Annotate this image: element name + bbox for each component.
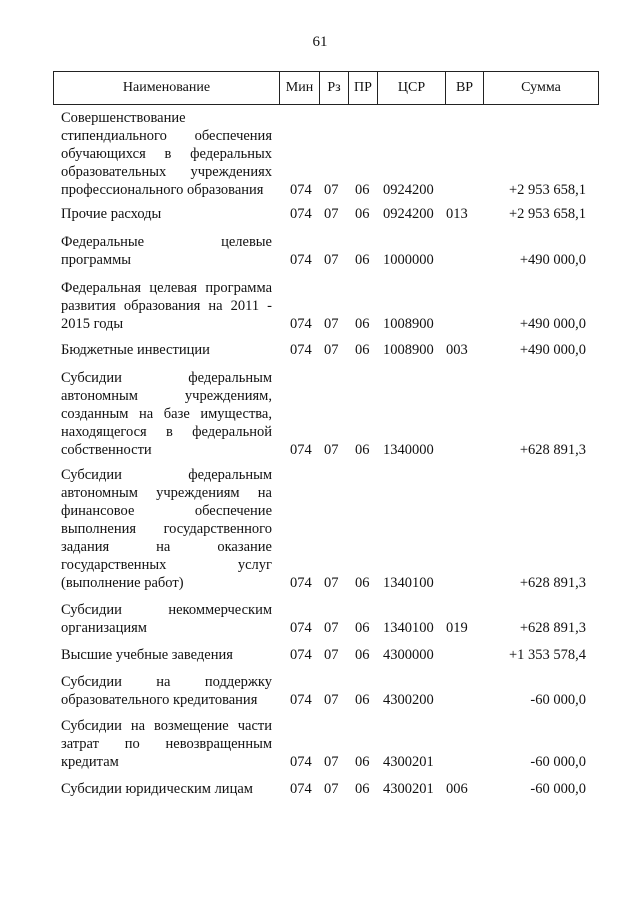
row-name: Прочие расходы — [61, 206, 162, 222]
row-sum: +2 953 658,1 — [508, 182, 586, 198]
row-name: Субсидии на возмещение части затрат по невозвращенным кредитам — [61, 718, 272, 770]
row-rz: 07 — [324, 342, 339, 358]
row-sum: +490 000,0 — [519, 252, 586, 268]
column-header-pr: ПР — [348, 72, 377, 104]
row-sum: +490 000,0 — [519, 316, 586, 332]
row-pr: 06 — [355, 442, 370, 458]
row-min: 074 — [290, 252, 312, 268]
row-sum: +2 953 658,1 — [508, 206, 586, 222]
column-header-rz: Рз — [319, 72, 348, 104]
row-name: Бюджетные инвестиции — [61, 342, 210, 358]
row-vr: 019 — [446, 620, 468, 636]
row-vr: 006 — [446, 781, 468, 797]
row-min: 074 — [290, 692, 312, 708]
row-rz: 07 — [324, 754, 339, 770]
row-pr: 06 — [355, 252, 370, 268]
row-rz: 07 — [324, 316, 339, 332]
column-header-sum: Сумма — [483, 72, 598, 104]
row-sum: -60 000,0 — [530, 692, 586, 708]
row-sum: +628 891,3 — [519, 442, 586, 458]
row-sum: -60 000,0 — [530, 754, 586, 770]
row-name: Субсидии юридическим лицам — [61, 781, 253, 797]
row-min: 074 — [290, 620, 312, 636]
row-csr: 1340100 — [383, 620, 434, 636]
row-csr: 4300201 — [383, 754, 434, 770]
row-csr: 1340000 — [383, 442, 434, 458]
row-csr: 1000000 — [383, 252, 434, 268]
row-csr: 0924200 — [383, 182, 434, 198]
page-number: 61 — [312, 34, 328, 50]
row-name: Субсидии некоммерческим организациям — [61, 602, 272, 636]
row-name: Высшие учебные заведения — [61, 647, 233, 663]
row-name: Субсидии федеральным автономным учреждениям на финансовое обеспечение выполнения государственного задания на оказание государственных услуг (выполнение работ) — [61, 467, 272, 591]
row-rz: 07 — [324, 442, 339, 458]
row-vr: 013 — [446, 206, 468, 222]
row-pr: 06 — [355, 182, 370, 198]
column-header-csr: ЦСР — [377, 72, 445, 104]
row-rz: 07 — [324, 692, 339, 708]
row-min: 074 — [290, 182, 312, 198]
column-header-vr: ВР — [445, 72, 483, 104]
row-name: Субсидии федеральным автономным учреждениям, созданным на базе имущества, находящегося в федеральной собственности — [61, 370, 272, 458]
column-header-min: Мин — [279, 72, 319, 104]
row-csr: 0924200 — [383, 206, 434, 222]
row-rz: 07 — [324, 647, 339, 663]
row-csr: 1340100 — [383, 575, 434, 591]
row-min: 074 — [290, 575, 312, 591]
row-pr: 06 — [355, 754, 370, 770]
row-pr: 06 — [355, 342, 370, 358]
row-pr: 06 — [355, 781, 370, 797]
row-min: 074 — [290, 342, 312, 358]
row-rz: 07 — [324, 620, 339, 636]
row-pr: 06 — [355, 206, 370, 222]
row-rz: 07 — [324, 252, 339, 268]
row-pr: 06 — [355, 647, 370, 663]
row-min: 074 — [290, 316, 312, 332]
row-name: Субсидии на поддержку образовательного кредитования — [61, 674, 272, 708]
row-name: Федеральные целевые программы — [61, 234, 272, 268]
column-header-name: Наименование — [122, 80, 211, 95]
row-csr: 4300201 — [383, 781, 434, 797]
row-sum: +628 891,3 — [519, 575, 586, 591]
row-csr: 1008900 — [383, 316, 434, 332]
row-min: 074 — [290, 206, 312, 222]
row-name: Совершенствование стипендиального обеспечения обучающихся в федеральных образовательных учреждениях профессионального образования — [61, 110, 272, 198]
row-csr: 4300200 — [383, 692, 434, 708]
row-sum: +490 000,0 — [519, 342, 586, 358]
row-pr: 06 — [355, 692, 370, 708]
row-min: 074 — [290, 754, 312, 770]
row-min: 074 — [290, 781, 312, 797]
row-csr: 1008900 — [383, 342, 434, 358]
row-rz: 07 — [324, 781, 339, 797]
row-sum: -60 000,0 — [530, 781, 586, 797]
table-header — [53, 71, 599, 105]
row-pr: 06 — [355, 316, 370, 332]
row-min: 074 — [290, 647, 312, 663]
row-min: 074 — [290, 442, 312, 458]
row-pr: 06 — [355, 575, 370, 591]
row-name: Федеральная целевая программа развития образования на 2011 - 2015 годы — [61, 280, 272, 332]
row-rz: 07 — [324, 206, 339, 222]
row-rz: 07 — [324, 575, 339, 591]
row-csr: 4300000 — [383, 647, 434, 663]
row-pr: 06 — [355, 620, 370, 636]
row-vr: 003 — [446, 342, 468, 358]
row-rz: 07 — [324, 182, 339, 198]
row-sum: +628 891,3 — [519, 620, 586, 636]
row-sum: +1 353 578,4 — [508, 647, 586, 663]
